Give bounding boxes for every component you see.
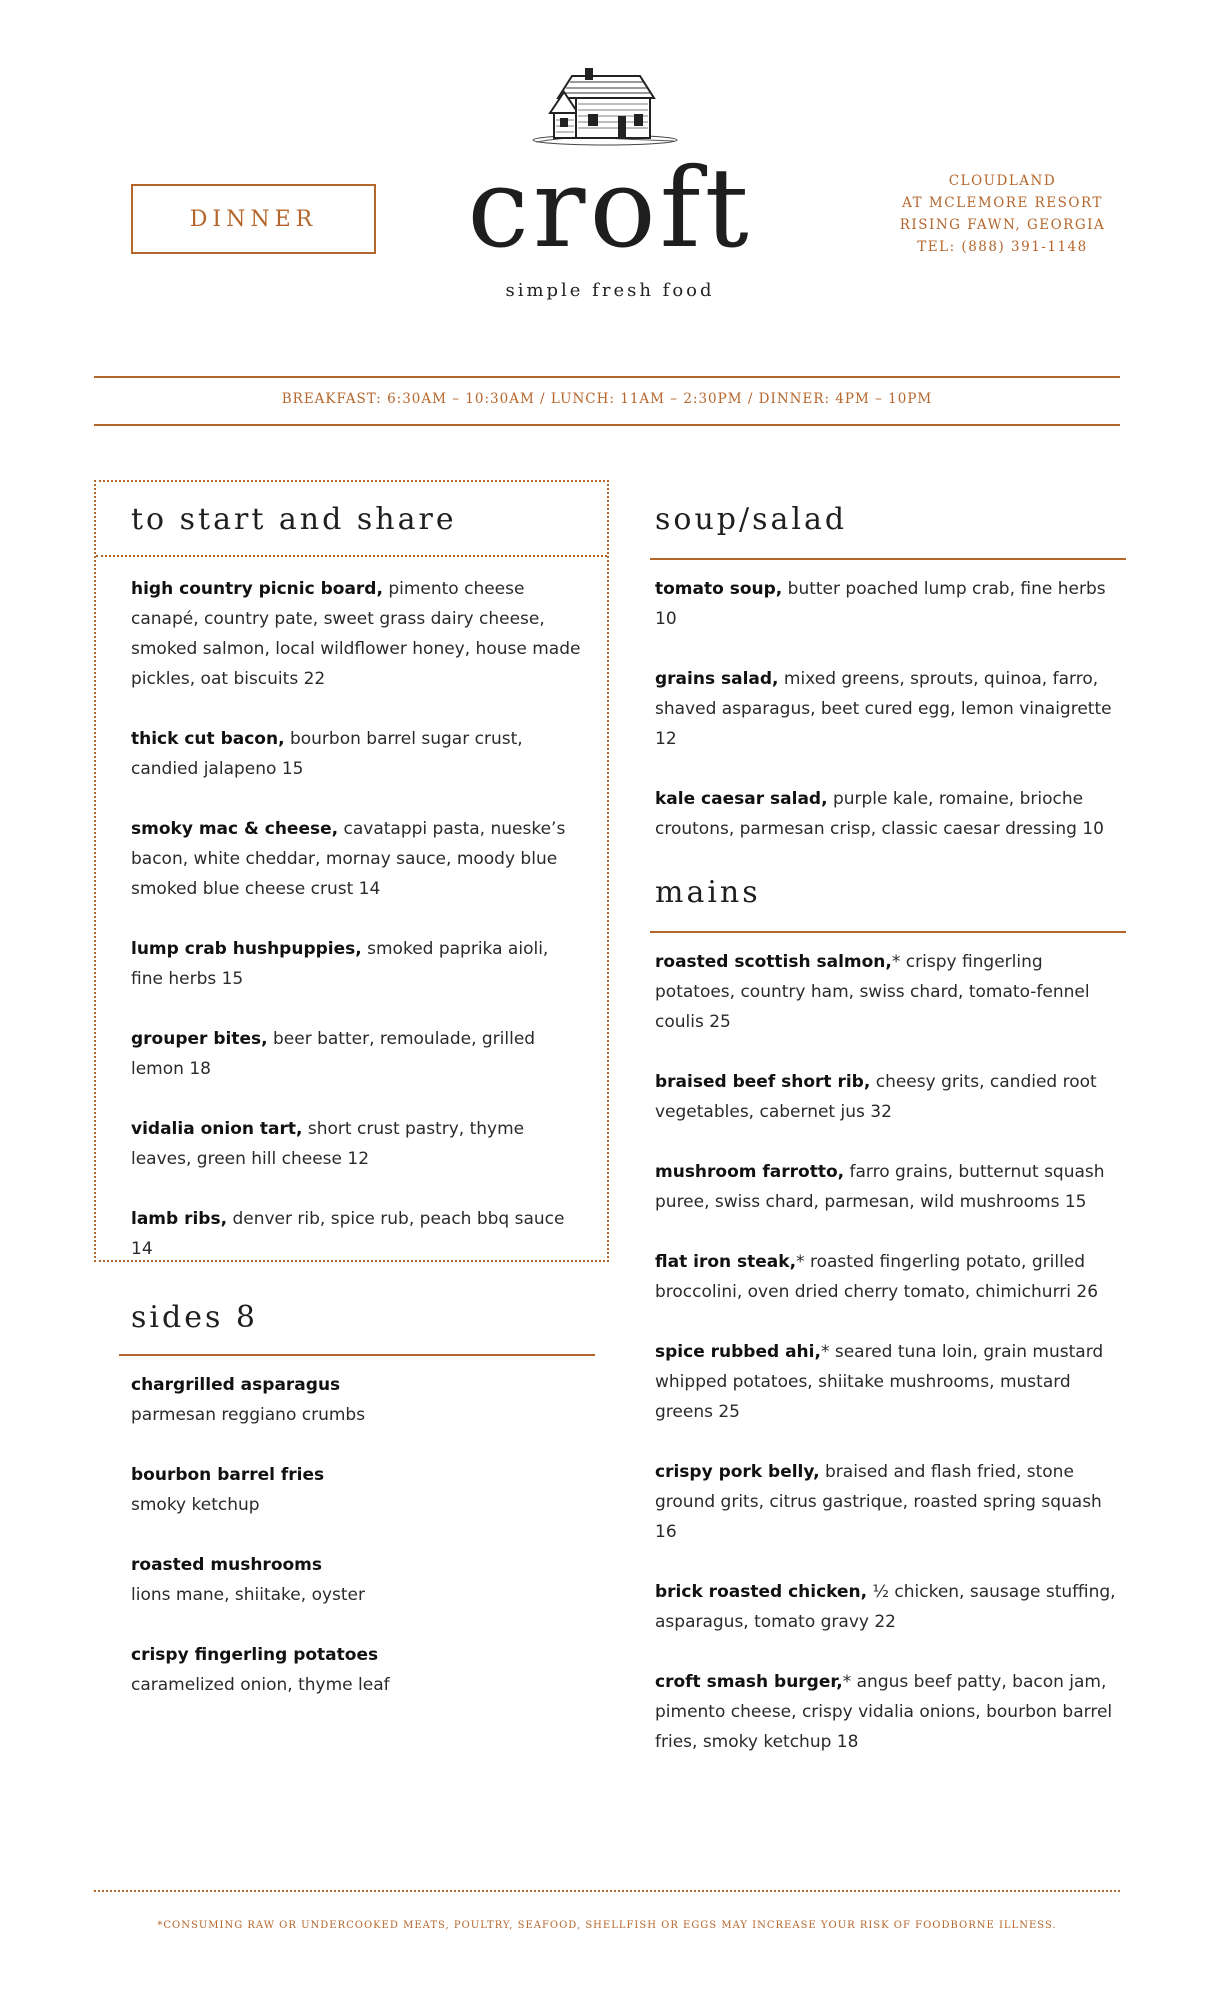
food-safety-disclaimer: *CONSUMING RAW OR UNDERCOOKED MEATS, POULTRY, SEAFOOD, SHELLFISH OR EGGS MAY INCREASE YOUR RISK OF FOODBORNE ILLNESS. [157,1920,1057,1931]
side-item [131,1550,586,1610]
address-line: RISING FAWN, GEORGIA [899,217,1106,233]
item-desc: mixed greens, sprouts, quinoa, farro, shaved asparagus, beet cured egg, lemon vinaigrette 12 [655,669,1112,749]
item-desc: lions mane, shiitake, oyster [131,1585,365,1605]
address-line: AT MCLEMORE RESORT [902,195,1103,211]
divider [119,1354,595,1356]
menu-item [131,574,581,694]
side-item [131,1460,586,1520]
divider [650,931,1126,933]
start-items-list [131,574,581,1294]
menu-item [131,934,581,994]
item-desc: smoky ketchup [131,1495,260,1515]
item-name: flat iron steak, [655,1252,797,1272]
menu-item [655,1457,1125,1547]
section-title-start: to start and share [131,502,457,537]
item-name: mushroom farrotto, [655,1162,845,1182]
item-desc: smoked paprika aioli, fine herbs 15 [131,939,549,989]
item-name: lump crab hushpuppies, [131,939,362,959]
item-desc: caramelized onion, thyme leaf [131,1675,390,1695]
item-name: vidalia onion tart, [131,1119,303,1139]
item-name: kale caesar salad, [655,789,828,809]
menu-item [655,784,1125,844]
item-desc: parmesan reggiano crumbs [131,1405,366,1425]
menu-item [131,1114,581,1174]
item-name: thick cut bacon, [131,729,285,749]
item-name: roasted scottish salmon, [655,952,892,972]
item-desc: ½ chicken, sausage stuffing, asparagus, tomato gravy 22 [655,1582,1116,1632]
address-block [880,170,1125,258]
item-desc: beer batter, remoulade, grilled lemon 18 [131,1029,536,1079]
address-line: CLOUDLAND [948,173,1057,189]
section-title-mains: mains [655,875,761,910]
item-name: roasted mushrooms [131,1555,323,1575]
mains-list [655,947,1125,1787]
item-name: lamb ribs, [131,1209,228,1229]
menu-item [655,664,1125,754]
side-item [131,1640,586,1700]
tagline: simple fresh food [505,280,715,301]
menu-item [131,1204,581,1264]
item-name: tomato soup, [655,579,783,599]
item-name: croft smash burger, [655,1672,843,1692]
item-name: high country picnic board, [131,579,383,599]
divider [96,555,607,557]
menu-item [131,724,581,784]
section-title-soup-salad: soup/salad [655,502,848,537]
side-item [131,1370,586,1430]
hours-banner: BREAKFAST: 6:30AM – 10:30AM / LUNCH: 11AM – 2:30PM / DINNER: 4PM – 10PM [281,391,933,407]
divider [650,558,1126,560]
item-name: brick roasted chicken, [655,1582,868,1602]
meal-period-label: DINNER [131,184,376,254]
phone-line: TEL: (888) 391-1148 [917,239,1088,255]
menu-item [655,1577,1125,1637]
menu-item [655,947,1125,1037]
menu-item [131,814,581,904]
item-name: crispy pork belly, [655,1462,820,1482]
item-name: grouper bites, [131,1029,268,1049]
item-desc: * roasted fingerling potato, grilled broccolini, oven dried cherry tomato, chimichurri 26 [655,1252,1099,1302]
item-name: bourbon barrel fries [131,1465,325,1485]
item-desc: * angus beef patty, bacon jam, pimento cheese, crispy vidalia onions, bourbon barrel fries, smoky ketchup 18 [655,1672,1113,1752]
menu-item [655,1157,1125,1217]
item-desc: short crust pastry, thyme leaves, green hill cheese 12 [131,1119,525,1169]
item-desc: cavatappi pasta, nueske’s bacon, white cheddar, mornay sauce, moody blue smoked blue cheese crust 14 [131,819,566,899]
item-name: chargrilled asparagus [131,1375,341,1395]
sides-list [131,1370,586,1730]
divider [94,376,1120,378]
item-desc: butter poached lump crab, fine herbs 10 [655,579,1106,629]
item-desc: pimento cheese canapé, country pate, sweet grass dairy cheese, smoked salmon, local wildflower honey, house made pickles, oat biscuits 22 [131,579,581,689]
item-desc: purple kale, romaine, brioche croutons, parmesan crisp, classic caesar dressing 10 [655,789,1104,839]
menu-item [131,1024,581,1084]
item-name: grains salad, [655,669,779,689]
menu-item [655,1337,1125,1427]
menu-item [655,1247,1125,1307]
section-title-sides: sides 8 [131,1300,258,1335]
item-name: braised beef short rib, [655,1072,871,1092]
item-desc: bourbon barrel sugar crust, candied jalapeno 15 [131,729,523,779]
item-desc: braised and flash fried, stone ground grits, citrus gastrique, roasted spring squash 16 [655,1462,1102,1542]
restaurant-logo: croft [467,144,753,272]
item-desc: denver rib, spice rub, peach bbq sauce 14 [131,1209,565,1259]
item-desc: * crispy fingerling potatoes, country ham, swiss chard, tomato-fennel coulis 25 [655,952,1090,1032]
item-desc: farro grains, butternut squash puree, swiss chard, parmesan, wild mushrooms 15 [655,1162,1105,1212]
menu-item [655,1067,1125,1127]
item-name: crispy fingerling potatoes [131,1645,379,1665]
divider [94,1890,1120,1892]
soup-salad-list [655,574,1125,874]
item-desc: cheesy grits, candied root vegetables, cabernet jus 32 [655,1072,1097,1122]
divider [94,424,1120,426]
menu-item [655,574,1125,634]
menu-item [655,1667,1125,1757]
item-desc: * seared tuna loin, grain mustard whipped potatoes, shiitake mushrooms, mustard greens 25 [655,1342,1104,1422]
farmhouse-logo-icon [530,68,680,148]
item-name: spice rubbed ahi, [655,1342,821,1362]
item-name: smoky mac & cheese, [131,819,339,839]
